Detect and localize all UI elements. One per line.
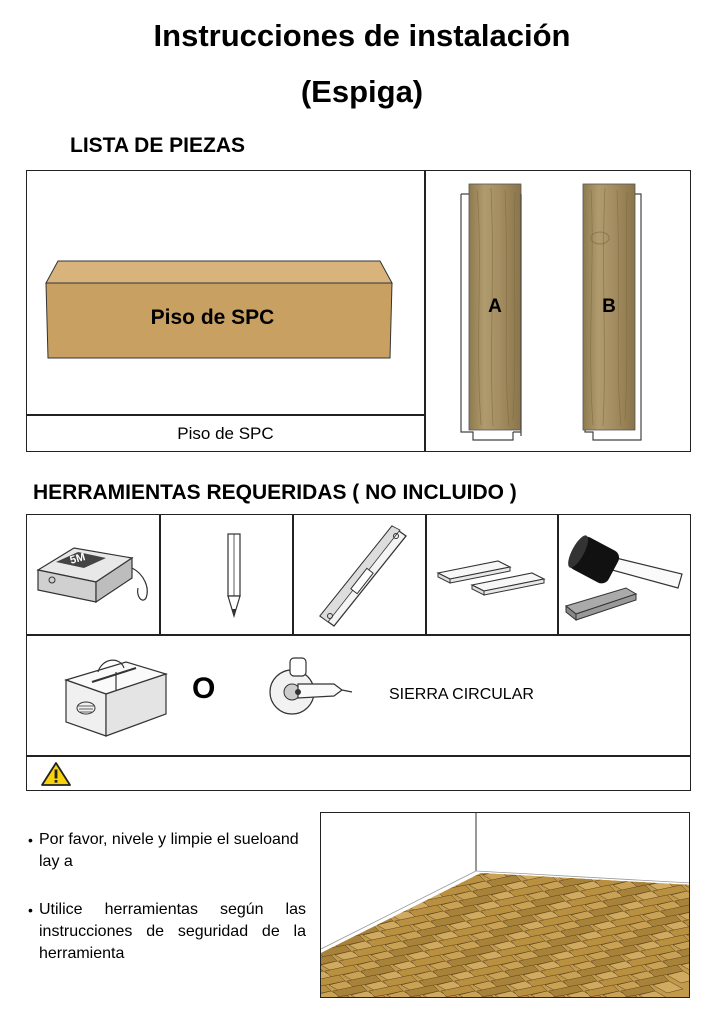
tools-row-divider-1: [26, 634, 691, 636]
pencil-icon: [222, 530, 246, 622]
table-saw-icon: [62, 652, 172, 742]
tools-row-divider-2: [26, 755, 691, 757]
note-tool-safety: • Utilice herramientas según las instrucciones de seguridad de la herramienta: [28, 901, 306, 962]
spacers-icon: [432, 555, 552, 599]
parts-divider: [424, 170, 426, 452]
pull-bar-icon: [312, 522, 412, 630]
tools-col-divider-3: [425, 514, 427, 635]
plank-a-label: A: [488, 296, 502, 317]
parts-caption: Piso de SPC: [177, 424, 274, 443]
tools-col-divider-1: [159, 514, 161, 635]
tools-col-divider-2: [292, 514, 294, 635]
parts-heading: LISTA DE PIEZAS: [70, 134, 246, 157]
circular-saw-label: SIERRA CIRCULAR: [389, 686, 534, 703]
page-title: Instrucciones de instalación: [153, 18, 571, 53]
spc-box-label: Piso de SPC: [150, 306, 275, 329]
caption-divider: [26, 414, 425, 416]
tools-heading: HERRAMIENTAS REQUERIDAS ( NO INCLUIDO ): [33, 481, 517, 504]
mallet-and-block-icon: [564, 528, 688, 628]
note-level-floor: • Por favor, nivele y limpie el sueloand lay a: [28, 831, 299, 870]
or-label: O: [192, 672, 216, 705]
page-subtitle: (Espiga): [300, 74, 424, 109]
warning-icon: [40, 761, 72, 787]
herringbone-floor-illustration: [320, 812, 690, 998]
tools-col-divider-4: [557, 514, 559, 635]
tape-measure-icon: [34, 540, 158, 610]
circular-saw-icon: [262, 654, 354, 718]
tape-measure-label: 5M: [68, 551, 87, 567]
plank-b-label: B: [602, 296, 616, 317]
